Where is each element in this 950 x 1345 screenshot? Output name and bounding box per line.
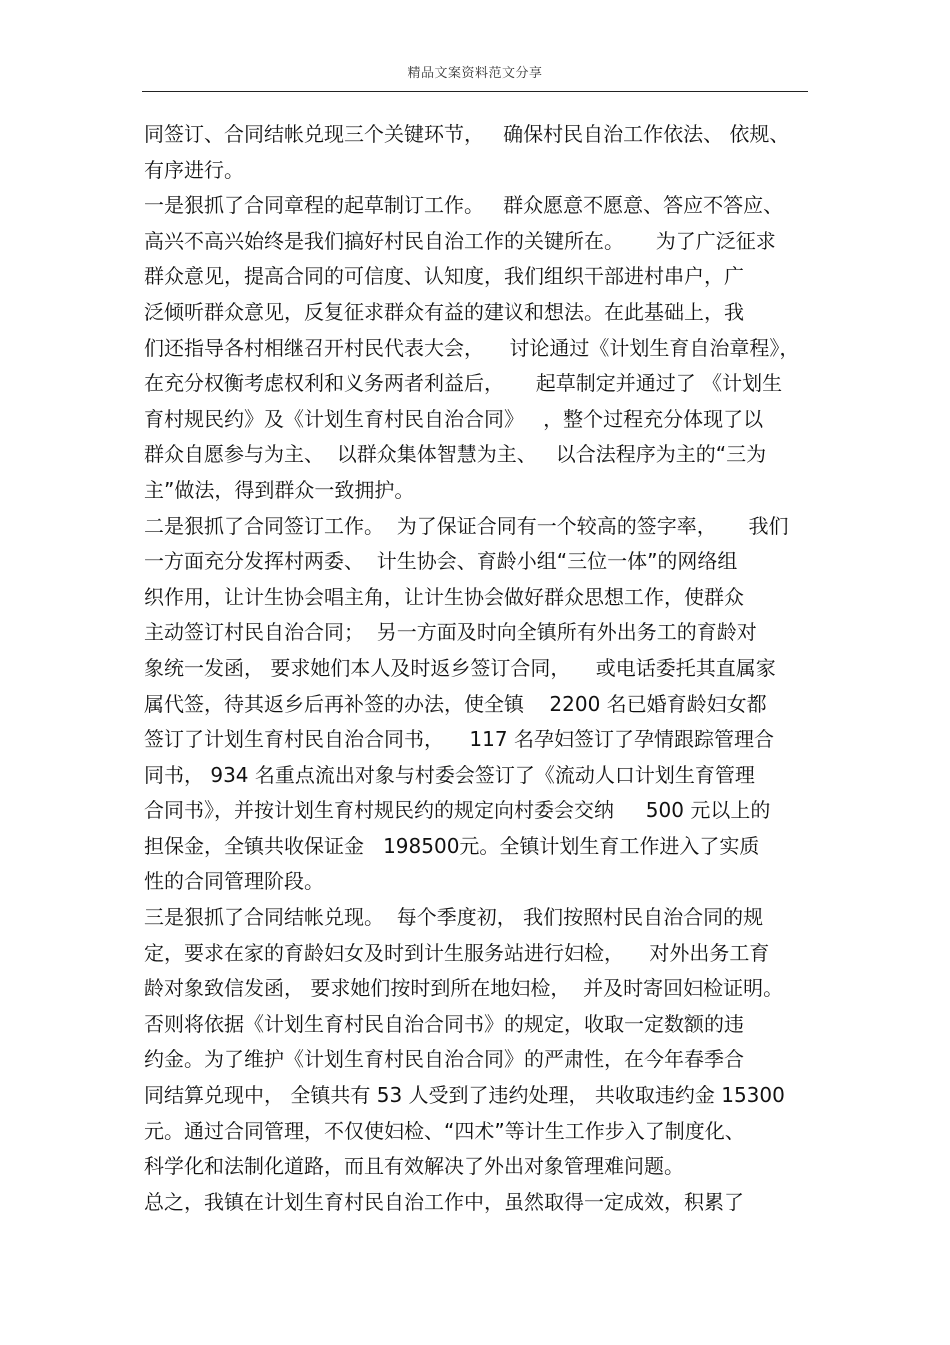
body-line: 性的合同管理阶段。 [144, 869, 324, 894]
body-line: 在充分权衡考虑权利和义务两者利益后， 起草制定并通过了 《计划生 [144, 371, 783, 396]
header-rule [142, 91, 808, 92]
body-line: 同结算兑现中， 全镇共有 53 人受到了违约处理， 共收取违约金 15300 [144, 1083, 785, 1108]
body-line: 三是狠抓了合同结帐兑现。 每个季度初， 我们按照村民自治合同的规 [144, 905, 764, 930]
body-line: 定，要求在家的育龄妇女及时到计生服务站进行妇检， 对外出务工育 [144, 940, 770, 965]
body-line: 织作用，让计生协会唱主角，让计生协会做好群众思想工作，使群众 [144, 584, 744, 609]
body-line: 们还指导各村相继召开村民代表大会， 讨论通过《计划生育自治章程》， [144, 335, 800, 360]
document-body [144, 117, 816, 1220]
body-line: 一是狠抓了合同章程的起草制订工作。 群众愿意不愿意、答应不答应、 [144, 193, 784, 218]
body-line: 总之，我镇在计划生育村民自治工作中，虽然取得一定成效，积累了 [144, 1189, 744, 1214]
body-line: 群众自愿参与为主、 以群众集体智慧为主、 以合法程序为主的“三为 [144, 442, 767, 467]
body-line: 约金。为了维护《计划生育村民自治合同》的严肃性，在今年春季合 [144, 1047, 744, 1072]
body-line: 主”做法，得到群众一致拥护。 [144, 477, 415, 502]
body-line: 育村规民约》及《计划生育村民自治合同》 ，整个过程充分体现了以 [144, 406, 764, 431]
body-line: 合同书》，并按计划生育村规民约的规定向村委会交纳 500 元以上的 [144, 798, 771, 823]
body-line: 二是狠抓了合同签订工作。 为了保证合同有一个较高的签字率， 我们 [144, 513, 789, 538]
body-line: 象统一发函， 要求她们本人及时返乡签订合同， 或电话委托其直属家 [144, 655, 776, 680]
body-line: 有序进行。 [144, 157, 244, 182]
body-line: 主动签订村民自治合同； 另一方面及时向全镇所有外出务工的育龄对 [144, 620, 757, 645]
body-line: 高兴不高兴始终是我们搞好村民自治工作的关键所在。 为了广泛征求 [144, 228, 776, 253]
body-line: 群众意见，提高合同的可信度、认知度，我们组织干部进村串户，广 [144, 264, 744, 289]
body-line: 签订了计划生育村民自治合同书， 117 名孕妇签订了孕情跟踪管理合 [144, 727, 774, 752]
body-line: 同书， 934 名重点流出对象与村委会签订了《流动人口计划生育管理 [144, 762, 755, 787]
page-header: 精品文案资料范文分享 [407, 66, 543, 81]
body-line: 龄对象致信发函， 要求她们按时到所在地妇检， 并及时寄回妇检证明。 [144, 976, 784, 1001]
body-line: 同签订、合同结帐兑现三个关键环节， 确保村民自治工作依法、 依规、 [144, 122, 790, 146]
body-line: 元。通过合同管理，不仅使妇检、“四术”等计生工作步入了制度化、 [144, 1118, 745, 1143]
body-line: 属代签，待其返乡后再补签的办法，使全镇 2200 名已婚育龄妇女都 [144, 691, 767, 716]
body-line: 泛倾听群众意见，反复征求群众有益的建议和想法。在此基础上，我 [144, 299, 744, 324]
body-line: 一方面充分发挥村两委、 计生协会、育龄小组“三位一体”的网络组 [144, 549, 738, 574]
body-line: 否则将依据《计划生育村民自治合同书》的规定，收取一定数额的违 [144, 1011, 744, 1036]
body-line: 担保金，全镇共收保证金 198500元。全镇计划生育工作进入了实质 [144, 833, 760, 858]
body-line: 科学化和法制化道路，而且有效解决了外出对象管理难问题。 [144, 1154, 684, 1179]
